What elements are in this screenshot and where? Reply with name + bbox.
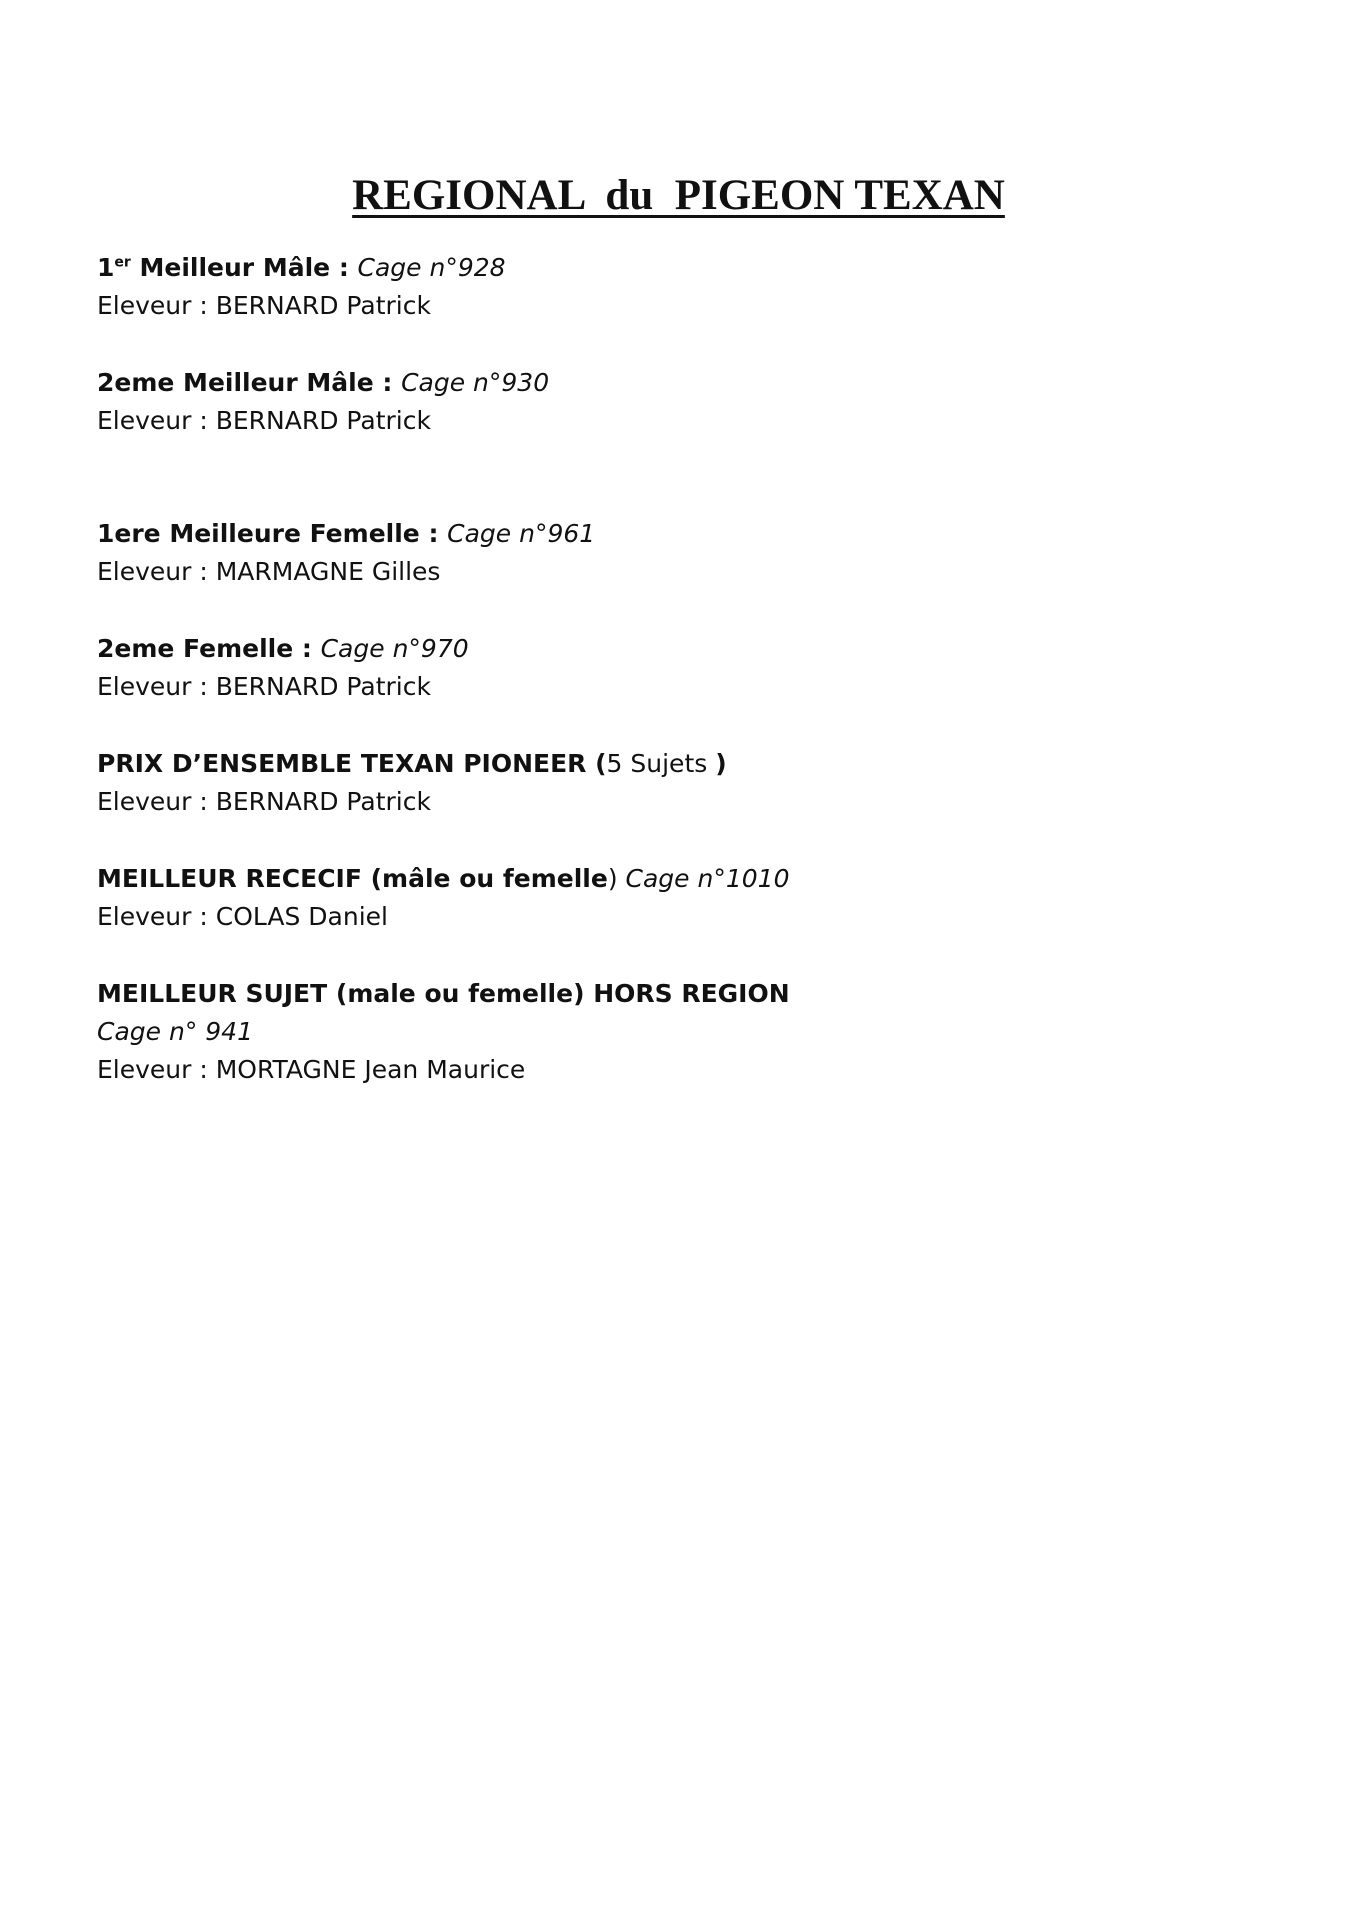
award-entry bbox=[97, 975, 1277, 1089]
award-entry bbox=[97, 515, 1277, 591]
awards-list bbox=[97, 249, 1277, 1128]
award-title: PRIX D’ENSEMBLE TEXAN PIONEER ( bbox=[97, 749, 607, 778]
award-title: 2eme Femelle : bbox=[97, 634, 321, 663]
award-entry bbox=[97, 745, 1277, 821]
cage-number: Cage n°1010 bbox=[625, 864, 790, 893]
award-entry bbox=[97, 630, 1277, 706]
document-title: REGIONAL du PIGEON TEXAN bbox=[352, 172, 1005, 219]
breeder-line: Eleveur : MARMAGNE Gilles bbox=[97, 557, 441, 586]
award-line bbox=[97, 630, 1277, 668]
breeder-line: Eleveur : BERNARD Patrick bbox=[97, 291, 431, 320]
award-line bbox=[97, 515, 1277, 553]
breeder-line: Eleveur : COLAS Daniel bbox=[97, 902, 388, 931]
award-title: MEILLEUR RECECIF (mâle ou femelle bbox=[97, 864, 608, 893]
cage-number: Cage n°930 bbox=[401, 368, 550, 397]
breeder-line: Eleveur : BERNARD Patrick bbox=[97, 672, 431, 701]
breeder-line: Eleveur : MORTAGNE Jean Maurice bbox=[97, 1055, 526, 1084]
cage-number: Cage n°970 bbox=[320, 634, 469, 663]
award-line bbox=[97, 364, 1277, 402]
closing-paren: ) bbox=[607, 864, 626, 893]
award-entry bbox=[97, 860, 1277, 936]
award-entry bbox=[97, 364, 1277, 440]
award-title: 1ere Meilleure Femelle : bbox=[97, 519, 448, 548]
breeder-line: Eleveur : BERNARD Patrick bbox=[97, 406, 431, 435]
cage-number: Cage n° 941 bbox=[97, 1017, 253, 1046]
award-line bbox=[97, 249, 1277, 287]
closing-paren: ) bbox=[715, 749, 727, 778]
award-line bbox=[97, 745, 1277, 783]
cage-number: Cage n°928 bbox=[357, 253, 506, 282]
subject-count: 5 Sujets bbox=[606, 749, 716, 778]
award-title: 2eme Meilleur Mâle : bbox=[97, 368, 402, 397]
award-title: 1er Meilleur Mâle : bbox=[97, 253, 358, 282]
award-line bbox=[97, 860, 1277, 898]
award-title: MEILLEUR SUJET (male ou femelle) HORS REGION bbox=[97, 979, 790, 1008]
breeder-line: Eleveur : BERNARD Patrick bbox=[97, 787, 431, 816]
cage-number: Cage n°961 bbox=[447, 519, 596, 548]
award-entry bbox=[97, 249, 1277, 325]
